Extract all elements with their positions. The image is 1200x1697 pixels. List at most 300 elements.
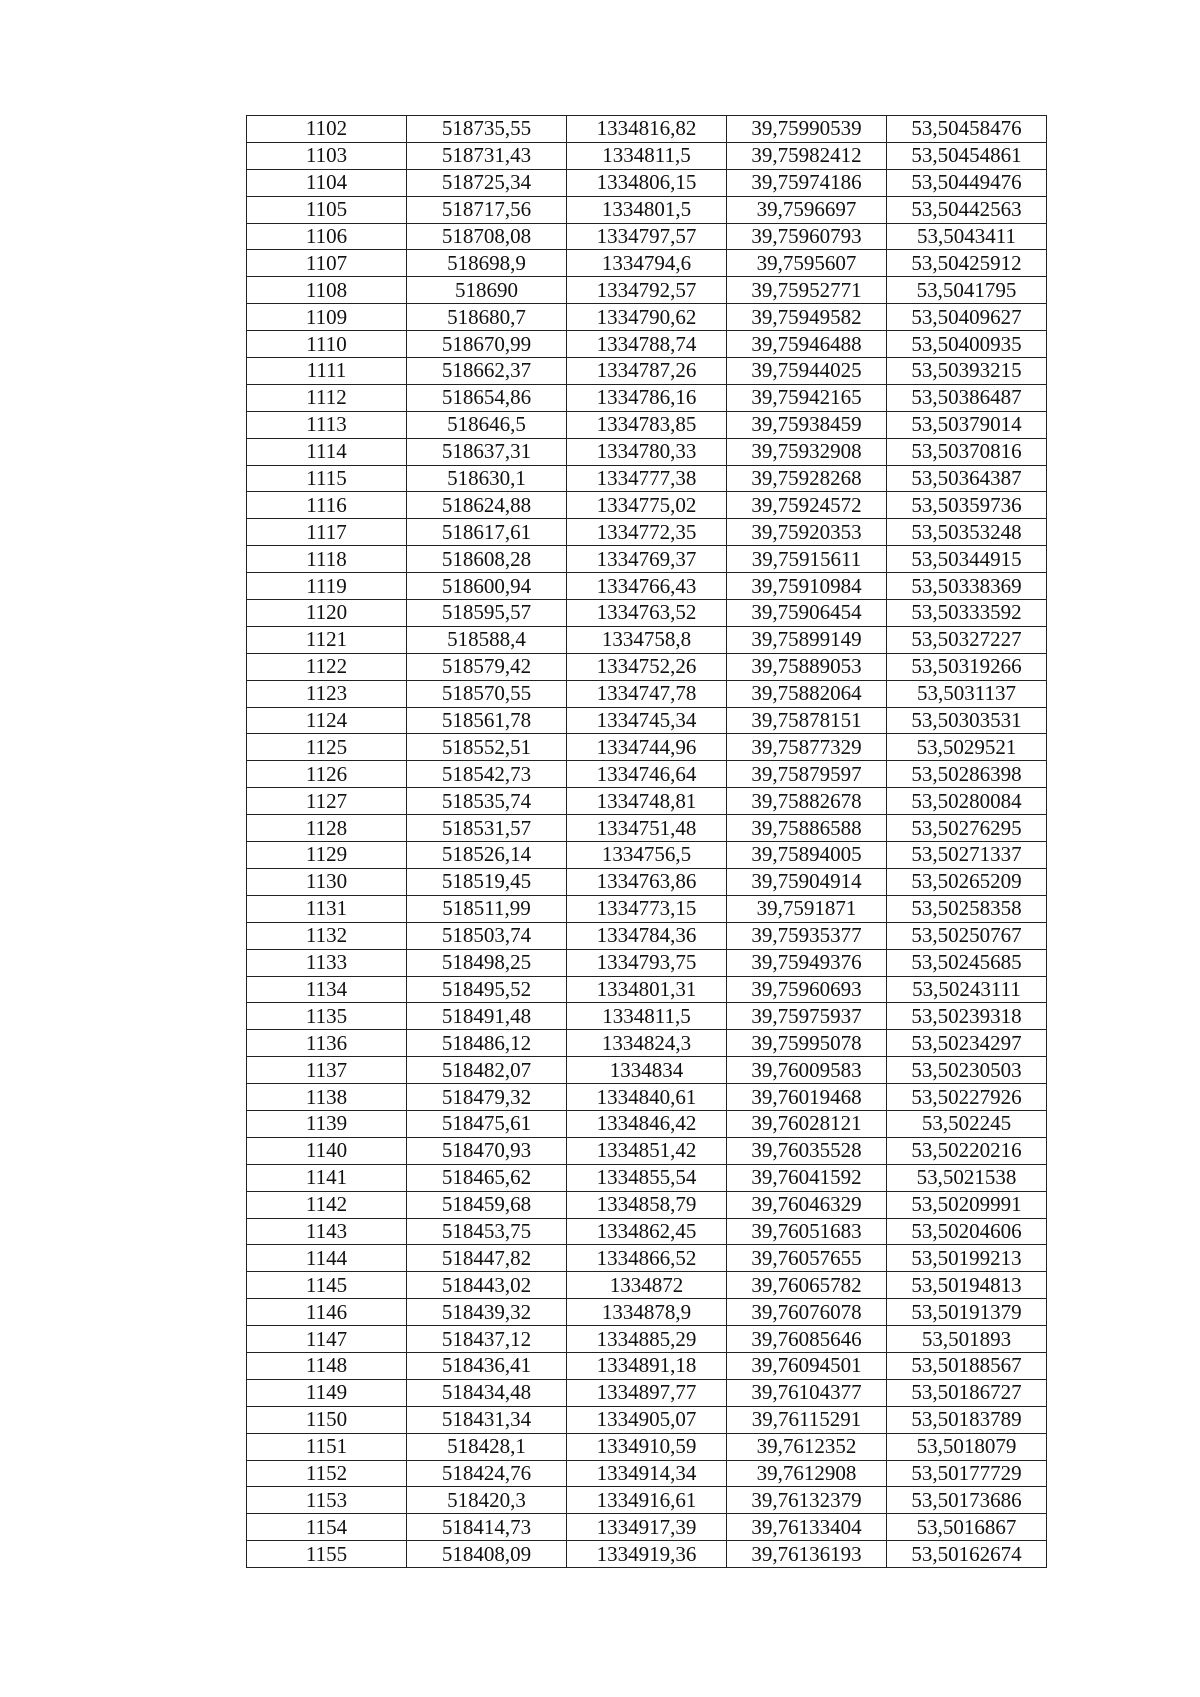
table-row: [247, 1460, 1047, 1487]
point-number-cell: 1148: [247, 1352, 407, 1379]
longitude-cell: 39,75944025: [727, 358, 887, 385]
y-coordinate-cell: 1334866,52: [567, 1245, 727, 1272]
table-row: [247, 1164, 1047, 1191]
y-coordinate-cell: 1334794,6: [567, 250, 727, 277]
longitude-cell: 39,76136193: [727, 1541, 887, 1568]
point-number-cell: 1104: [247, 169, 407, 196]
point-number-cell: 1150: [247, 1406, 407, 1433]
x-coordinate-cell: 518495,52: [407, 976, 567, 1003]
table-row: [247, 600, 1047, 627]
table-row: [247, 1003, 1047, 1030]
longitude-cell: 39,75910984: [727, 573, 887, 600]
latitude-cell: 53,50245685: [887, 949, 1047, 976]
x-coordinate-cell: 518570,55: [407, 680, 567, 707]
latitude-cell: 53,5018079: [887, 1433, 1047, 1460]
x-coordinate-cell: 518735,55: [407, 116, 567, 143]
longitude-cell: 39,75924572: [727, 492, 887, 519]
latitude-cell: 53,50204606: [887, 1218, 1047, 1245]
table-row: [247, 223, 1047, 250]
longitude-cell: 39,75960693: [727, 976, 887, 1003]
longitude-cell: 39,76115291: [727, 1406, 887, 1433]
longitude-cell: 39,7612908: [727, 1460, 887, 1487]
table-row: [247, 1379, 1047, 1406]
table-row: [247, 788, 1047, 815]
y-coordinate-cell: 1334780,33: [567, 438, 727, 465]
latitude-cell: 53,50177729: [887, 1460, 1047, 1487]
x-coordinate-cell: 518662,37: [407, 358, 567, 385]
point-number-cell: 1103: [247, 142, 407, 169]
y-coordinate-cell: 1334763,52: [567, 600, 727, 627]
table-row: [247, 734, 1047, 761]
latitude-cell: 53,50393215: [887, 358, 1047, 385]
longitude-cell: 39,75894005: [727, 842, 887, 869]
y-coordinate-cell: 1334747,78: [567, 680, 727, 707]
y-coordinate-cell: 1334917,39: [567, 1514, 727, 1541]
x-coordinate-cell: 518595,57: [407, 600, 567, 627]
longitude-cell: 39,7591871: [727, 895, 887, 922]
point-number-cell: 1110: [247, 331, 407, 358]
table-row: [247, 1137, 1047, 1164]
latitude-cell: 53,5031137: [887, 680, 1047, 707]
point-number-cell: 1121: [247, 626, 407, 653]
point-number-cell: 1113: [247, 411, 407, 438]
y-coordinate-cell: 1334783,85: [567, 411, 727, 438]
point-number-cell: 1138: [247, 1084, 407, 1111]
y-coordinate-cell: 1334784,36: [567, 922, 727, 949]
latitude-cell: 53,50234297: [887, 1030, 1047, 1057]
x-coordinate-cell: 518431,34: [407, 1406, 567, 1433]
table-row: [247, 169, 1047, 196]
x-coordinate-cell: 518465,62: [407, 1164, 567, 1191]
y-coordinate-cell: 1334840,61: [567, 1084, 727, 1111]
latitude-cell: 53,50183789: [887, 1406, 1047, 1433]
x-coordinate-cell: 518535,74: [407, 788, 567, 815]
longitude-cell: 39,76009583: [727, 1057, 887, 1084]
table-row: [247, 519, 1047, 546]
point-number-cell: 1130: [247, 868, 407, 895]
longitude-cell: 39,7612352: [727, 1433, 887, 1460]
table-row: [247, 1245, 1047, 1272]
x-coordinate-cell: 518717,56: [407, 196, 567, 223]
x-coordinate-cell: 518439,32: [407, 1299, 567, 1326]
table-row: [247, 949, 1047, 976]
latitude-cell: 53,50173686: [887, 1487, 1047, 1514]
x-coordinate-cell: 518552,51: [407, 734, 567, 761]
x-coordinate-cell: 518624,88: [407, 492, 567, 519]
longitude-cell: 39,75889053: [727, 653, 887, 680]
longitude-cell: 39,76132379: [727, 1487, 887, 1514]
point-number-cell: 1146: [247, 1299, 407, 1326]
point-number-cell: 1117: [247, 519, 407, 546]
table-row: [247, 277, 1047, 304]
point-number-cell: 1143: [247, 1218, 407, 1245]
table-row: [247, 653, 1047, 680]
longitude-cell: 39,75938459: [727, 411, 887, 438]
y-coordinate-cell: 1334766,43: [567, 573, 727, 600]
y-coordinate-cell: 1334758,8: [567, 626, 727, 653]
y-coordinate-cell: 1334824,3: [567, 1030, 727, 1057]
point-number-cell: 1147: [247, 1326, 407, 1353]
table-row: [247, 438, 1047, 465]
y-coordinate-cell: 1334878,9: [567, 1299, 727, 1326]
longitude-cell: 39,75879597: [727, 761, 887, 788]
table-row: [247, 922, 1047, 949]
latitude-cell: 53,50458476: [887, 116, 1047, 143]
latitude-cell: 53,502245: [887, 1110, 1047, 1137]
point-number-cell: 1112: [247, 384, 407, 411]
x-coordinate-cell: 518708,08: [407, 223, 567, 250]
table-row: [247, 868, 1047, 895]
table-row: [247, 1406, 1047, 1433]
latitude-cell: 53,5041795: [887, 277, 1047, 304]
table-row: [247, 196, 1047, 223]
y-coordinate-cell: 1334858,79: [567, 1191, 727, 1218]
y-coordinate-cell: 1334751,48: [567, 815, 727, 842]
table-row: [247, 761, 1047, 788]
x-coordinate-cell: 518725,34: [407, 169, 567, 196]
y-coordinate-cell: 1334816,82: [567, 116, 727, 143]
table-row: [247, 1272, 1047, 1299]
latitude-cell: 53,50286398: [887, 761, 1047, 788]
point-number-cell: 1137: [247, 1057, 407, 1084]
point-number-cell: 1128: [247, 815, 407, 842]
point-number-cell: 1155: [247, 1541, 407, 1568]
x-coordinate-cell: 518690: [407, 277, 567, 304]
latitude-cell: 53,50209991: [887, 1191, 1047, 1218]
latitude-cell: 53,501893: [887, 1326, 1047, 1353]
point-number-cell: 1115: [247, 465, 407, 492]
y-coordinate-cell: 1334786,16: [567, 384, 727, 411]
y-coordinate-cell: 1334790,62: [567, 304, 727, 331]
latitude-cell: 53,50280084: [887, 788, 1047, 815]
point-number-cell: 1131: [247, 895, 407, 922]
x-coordinate-cell: 518498,25: [407, 949, 567, 976]
table-row: [247, 626, 1047, 653]
latitude-cell: 53,50333592: [887, 600, 1047, 627]
point-number-cell: 1111: [247, 358, 407, 385]
longitude-cell: 39,75932908: [727, 438, 887, 465]
latitude-cell: 53,50199213: [887, 1245, 1047, 1272]
longitude-cell: 39,75982412: [727, 142, 887, 169]
coordinates-table: [246, 115, 1047, 1568]
x-coordinate-cell: 518447,82: [407, 1245, 567, 1272]
latitude-cell: 53,50230503: [887, 1057, 1047, 1084]
point-number-cell: 1140: [247, 1137, 407, 1164]
y-coordinate-cell: 1334748,81: [567, 788, 727, 815]
longitude-cell: 39,7596697: [727, 196, 887, 223]
latitude-cell: 53,50327227: [887, 626, 1047, 653]
y-coordinate-cell: 1334745,34: [567, 707, 727, 734]
y-coordinate-cell: 1334916,61: [567, 1487, 727, 1514]
x-coordinate-cell: 518443,02: [407, 1272, 567, 1299]
longitude-cell: 39,75960793: [727, 223, 887, 250]
y-coordinate-cell: 1334801,5: [567, 196, 727, 223]
latitude-cell: 53,50319266: [887, 653, 1047, 680]
longitude-cell: 39,7595607: [727, 250, 887, 277]
y-coordinate-cell: 1334746,64: [567, 761, 727, 788]
point-number-cell: 1154: [247, 1514, 407, 1541]
point-number-cell: 1136: [247, 1030, 407, 1057]
y-coordinate-cell: 1334910,59: [567, 1433, 727, 1460]
point-number-cell: 1119: [247, 573, 407, 600]
x-coordinate-cell: 518588,4: [407, 626, 567, 653]
longitude-cell: 39,75995078: [727, 1030, 887, 1057]
table-row: [247, 411, 1047, 438]
point-number-cell: 1145: [247, 1272, 407, 1299]
latitude-cell: 53,50276295: [887, 815, 1047, 842]
longitude-cell: 39,75882064: [727, 680, 887, 707]
y-coordinate-cell: 1334851,42: [567, 1137, 727, 1164]
latitude-cell: 53,50239318: [887, 1003, 1047, 1030]
point-number-cell: 1107: [247, 250, 407, 277]
longitude-cell: 39,75904914: [727, 868, 887, 895]
y-coordinate-cell: 1334834: [567, 1057, 727, 1084]
point-number-cell: 1151: [247, 1433, 407, 1460]
table-row: [247, 1433, 1047, 1460]
x-coordinate-cell: 518414,73: [407, 1514, 567, 1541]
x-coordinate-cell: 518428,1: [407, 1433, 567, 1460]
table-row: [247, 1487, 1047, 1514]
longitude-cell: 39,75906454: [727, 600, 887, 627]
latitude-cell: 53,50379014: [887, 411, 1047, 438]
y-coordinate-cell: 1334792,57: [567, 277, 727, 304]
table-row: [247, 707, 1047, 734]
latitude-cell: 53,50227926: [887, 1084, 1047, 1111]
table-row: [247, 1110, 1047, 1137]
longitude-cell: 39,75952771: [727, 277, 887, 304]
x-coordinate-cell: 518531,57: [407, 815, 567, 842]
y-coordinate-cell: 1334806,15: [567, 169, 727, 196]
latitude-cell: 53,50188567: [887, 1352, 1047, 1379]
point-number-cell: 1106: [247, 223, 407, 250]
longitude-cell: 39,76035528: [727, 1137, 887, 1164]
y-coordinate-cell: 1334744,96: [567, 734, 727, 761]
y-coordinate-cell: 1334905,07: [567, 1406, 727, 1433]
y-coordinate-cell: 1334797,57: [567, 223, 727, 250]
longitude-cell: 39,75878151: [727, 707, 887, 734]
latitude-cell: 53,50191379: [887, 1299, 1047, 1326]
latitude-cell: 53,50258358: [887, 895, 1047, 922]
y-coordinate-cell: 1334862,45: [567, 1218, 727, 1245]
latitude-cell: 53,50265209: [887, 868, 1047, 895]
table-row: [247, 895, 1047, 922]
x-coordinate-cell: 518637,31: [407, 438, 567, 465]
table-row: [247, 976, 1047, 1003]
table-row: [247, 116, 1047, 143]
longitude-cell: 39,75942165: [727, 384, 887, 411]
y-coordinate-cell: 1334897,77: [567, 1379, 727, 1406]
longitude-cell: 39,75915611: [727, 546, 887, 573]
table-row: [247, 815, 1047, 842]
x-coordinate-cell: 518486,12: [407, 1030, 567, 1057]
table-row: [247, 358, 1047, 385]
point-number-cell: 1142: [247, 1191, 407, 1218]
longitude-cell: 39,75920353: [727, 519, 887, 546]
longitude-cell: 39,76065782: [727, 1272, 887, 1299]
longitude-cell: 39,75975937: [727, 1003, 887, 1030]
y-coordinate-cell: 1334919,36: [567, 1541, 727, 1568]
latitude-cell: 53,50162674: [887, 1541, 1047, 1568]
point-number-cell: 1127: [247, 788, 407, 815]
table-row: [247, 842, 1047, 869]
y-coordinate-cell: 1334811,5: [567, 1003, 727, 1030]
latitude-cell: 53,5043411: [887, 223, 1047, 250]
point-number-cell: 1141: [247, 1164, 407, 1191]
y-coordinate-cell: 1334773,15: [567, 895, 727, 922]
x-coordinate-cell: 518491,48: [407, 1003, 567, 1030]
longitude-cell: 39,76094501: [727, 1352, 887, 1379]
latitude-cell: 53,50243111: [887, 976, 1047, 1003]
table-row: [247, 1030, 1047, 1057]
y-coordinate-cell: 1334777,38: [567, 465, 727, 492]
longitude-cell: 39,76133404: [727, 1514, 887, 1541]
x-coordinate-cell: 518437,12: [407, 1326, 567, 1353]
y-coordinate-cell: 1334914,34: [567, 1460, 727, 1487]
point-number-cell: 1122: [247, 653, 407, 680]
longitude-cell: 39,75974186: [727, 169, 887, 196]
x-coordinate-cell: 518600,94: [407, 573, 567, 600]
y-coordinate-cell: 1334801,31: [567, 976, 727, 1003]
longitude-cell: 39,75990539: [727, 116, 887, 143]
latitude-cell: 53,50442563: [887, 196, 1047, 223]
longitude-cell: 39,75886588: [727, 815, 887, 842]
x-coordinate-cell: 518511,99: [407, 895, 567, 922]
y-coordinate-cell: 1334752,26: [567, 653, 727, 680]
point-number-cell: 1129: [247, 842, 407, 869]
table-row: [247, 492, 1047, 519]
longitude-cell: 39,75877329: [727, 734, 887, 761]
latitude-cell: 53,50194813: [887, 1272, 1047, 1299]
table-row: [247, 1218, 1047, 1245]
y-coordinate-cell: 1334788,74: [567, 331, 727, 358]
point-number-cell: 1102: [247, 116, 407, 143]
longitude-cell: 39,76076078: [727, 1299, 887, 1326]
latitude-cell: 53,50449476: [887, 169, 1047, 196]
y-coordinate-cell: 1334763,86: [567, 868, 727, 895]
longitude-cell: 39,75935377: [727, 922, 887, 949]
table-row: [247, 546, 1047, 573]
latitude-cell: 53,50425912: [887, 250, 1047, 277]
longitude-cell: 39,76057655: [727, 1245, 887, 1272]
point-number-cell: 1124: [247, 707, 407, 734]
point-number-cell: 1134: [247, 976, 407, 1003]
point-number-cell: 1109: [247, 304, 407, 331]
x-coordinate-cell: 518503,74: [407, 922, 567, 949]
latitude-cell: 53,50271337: [887, 842, 1047, 869]
table-row: [247, 1514, 1047, 1541]
table-row: [247, 384, 1047, 411]
y-coordinate-cell: 1334787,26: [567, 358, 727, 385]
table-row: [247, 573, 1047, 600]
y-coordinate-cell: 1334891,18: [567, 1352, 727, 1379]
x-coordinate-cell: 518519,45: [407, 868, 567, 895]
table-row: [247, 1057, 1047, 1084]
x-coordinate-cell: 518630,1: [407, 465, 567, 492]
point-number-cell: 1114: [247, 438, 407, 465]
x-coordinate-cell: 518698,9: [407, 250, 567, 277]
y-coordinate-cell: 1334855,54: [567, 1164, 727, 1191]
longitude-cell: 39,76041592: [727, 1164, 887, 1191]
y-coordinate-cell: 1334885,29: [567, 1326, 727, 1353]
latitude-cell: 53,5029521: [887, 734, 1047, 761]
longitude-cell: 39,75882678: [727, 788, 887, 815]
longitude-cell: 39,76085646: [727, 1326, 887, 1353]
latitude-cell: 53,5016867: [887, 1514, 1047, 1541]
coordinates-table-body: [247, 116, 1047, 1568]
point-number-cell: 1133: [247, 949, 407, 976]
longitude-cell: 39,75949582: [727, 304, 887, 331]
table-row: [247, 1541, 1047, 1568]
x-coordinate-cell: 518470,93: [407, 1137, 567, 1164]
point-number-cell: 1152: [247, 1460, 407, 1487]
table-row: [247, 331, 1047, 358]
latitude-cell: 53,50303531: [887, 707, 1047, 734]
y-coordinate-cell: 1334811,5: [567, 142, 727, 169]
point-number-cell: 1135: [247, 1003, 407, 1030]
latitude-cell: 53,50400935: [887, 331, 1047, 358]
x-coordinate-cell: 518579,42: [407, 653, 567, 680]
table-row: [247, 304, 1047, 331]
x-coordinate-cell: 518482,07: [407, 1057, 567, 1084]
latitude-cell: 53,50409627: [887, 304, 1047, 331]
point-number-cell: 1116: [247, 492, 407, 519]
x-coordinate-cell: 518424,76: [407, 1460, 567, 1487]
x-coordinate-cell: 518617,61: [407, 519, 567, 546]
y-coordinate-cell: 1334769,37: [567, 546, 727, 573]
table-row: [247, 1352, 1047, 1379]
latitude-cell: 53,50186727: [887, 1379, 1047, 1406]
latitude-cell: 53,50338369: [887, 573, 1047, 600]
latitude-cell: 53,50353248: [887, 519, 1047, 546]
x-coordinate-cell: 518561,78: [407, 707, 567, 734]
table-row: [247, 465, 1047, 492]
latitude-cell: 53,50364387: [887, 465, 1047, 492]
table-row: [247, 1191, 1047, 1218]
table-row: [247, 680, 1047, 707]
y-coordinate-cell: 1334775,02: [567, 492, 727, 519]
x-coordinate-cell: 518479,32: [407, 1084, 567, 1111]
point-number-cell: 1120: [247, 600, 407, 627]
longitude-cell: 39,76028121: [727, 1110, 887, 1137]
longitude-cell: 39,75949376: [727, 949, 887, 976]
point-number-cell: 1105: [247, 196, 407, 223]
x-coordinate-cell: 518526,14: [407, 842, 567, 869]
latitude-cell: 53,5021538: [887, 1164, 1047, 1191]
y-coordinate-cell: 1334846,42: [567, 1110, 727, 1137]
point-number-cell: 1108: [247, 277, 407, 304]
point-number-cell: 1125: [247, 734, 407, 761]
point-number-cell: 1132: [247, 922, 407, 949]
longitude-cell: 39,76104377: [727, 1379, 887, 1406]
latitude-cell: 53,50370816: [887, 438, 1047, 465]
longitude-cell: 39,76019468: [727, 1084, 887, 1111]
x-coordinate-cell: 518434,48: [407, 1379, 567, 1406]
latitude-cell: 53,50250767: [887, 922, 1047, 949]
table-row: [247, 142, 1047, 169]
x-coordinate-cell: 518646,5: [407, 411, 567, 438]
x-coordinate-cell: 518436,41: [407, 1352, 567, 1379]
x-coordinate-cell: 518453,75: [407, 1218, 567, 1245]
point-number-cell: 1118: [247, 546, 407, 573]
latitude-cell: 53,50344915: [887, 546, 1047, 573]
x-coordinate-cell: 518670,99: [407, 331, 567, 358]
latitude-cell: 53,50454861: [887, 142, 1047, 169]
y-coordinate-cell: 1334772,35: [567, 519, 727, 546]
table-row: [247, 1084, 1047, 1111]
x-coordinate-cell: 518680,7: [407, 304, 567, 331]
table-row: [247, 250, 1047, 277]
x-coordinate-cell: 518408,09: [407, 1541, 567, 1568]
